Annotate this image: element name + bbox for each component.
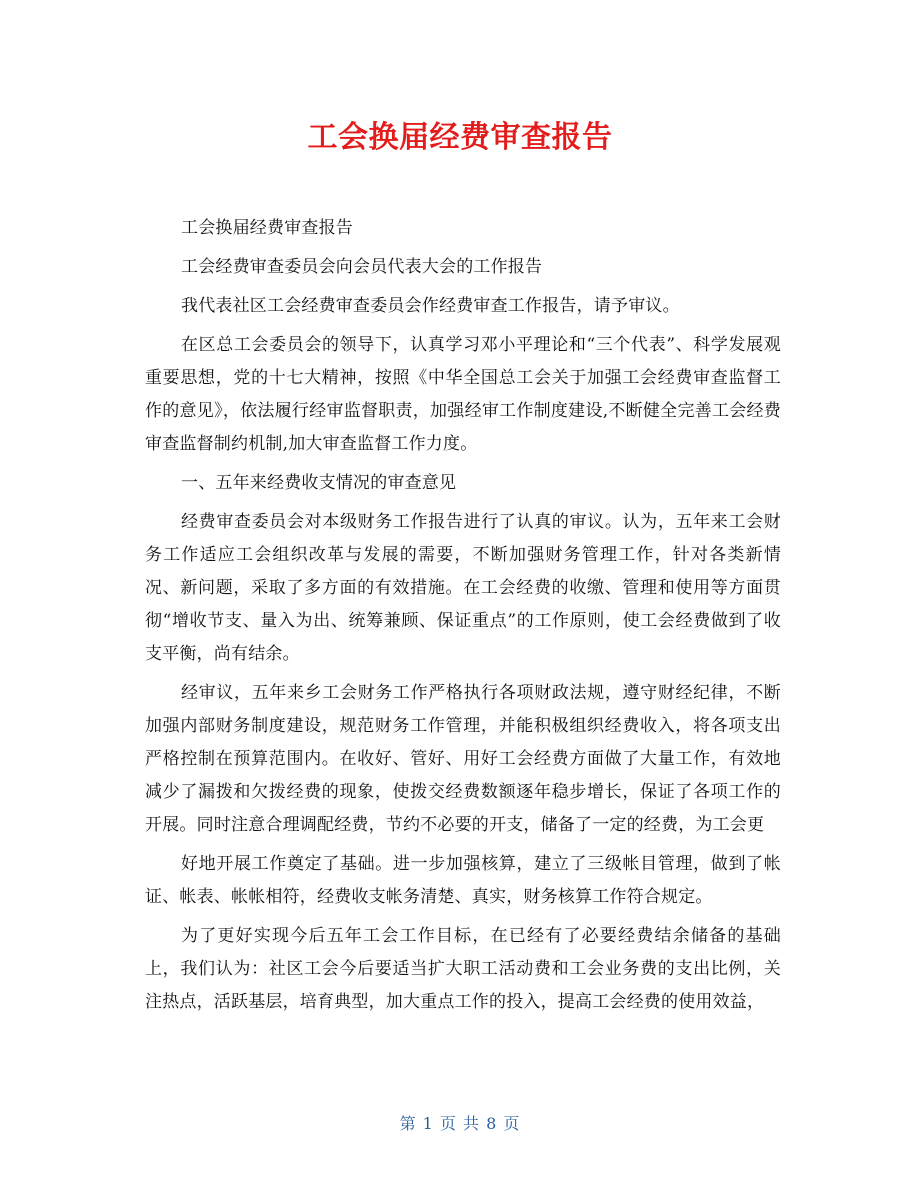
document-body <box>145 212 781 1025</box>
paragraph-review-result: 经审议，五年来乡工会财务工作严格执行各项财政法规，遵守财经纪律，不断加强内部财务制度建设，规范财务工作管理，并能积极组织经费收入，将各项支出严格控制在预算范围内。在收好、管好、用好工会经费方面做了大量工作，有效地减少了漏拨和欠拨经费的现象，使拨交经费数额逐年稳步增长，保证了各项工作的开展。同时注意合理调配经费，节约不必要的开支，储备了一定的经费，为工会更 <box>145 683 781 835</box>
paragraph-leadership: 在区总工会委员会的领导下，认真学习邓小平理论和“三个代表”、科学发展观重要思想，党的十七大精神，按照《中华全国总工会关于加强工会经费审查监督工作的意见》，依法履行经审监督职责，加强经审工作制度建设,不断健全完善工会经费审查监督制约机制,加大审查监督工作力度。 <box>145 335 781 454</box>
paragraph-report-heading: 工会经费审查委员会向会员代表大会的工作报告 <box>181 257 543 277</box>
page-number-footer: 第 1 页 共 8 页 <box>399 1114 521 1133</box>
paragraph-accounting: 好地开展工作奠定了基础。进一步加强核算，建立了三级帐目管理，做到了帐证、帐表、帐帐相符，经费收支帐务清楚、真实，财务核算工作符合规定。 <box>145 854 781 907</box>
paragraph-review-opinion: 经费审查委员会对本级财务工作报告进行了认真的审议。认为，五年来工会财务工作适应工会组织改革与发展的需要，不断加强财务管理工作，针对各类新情况、新问题，采取了多方面的有效措施。在工会经费的收缴、管理和使用等方面贯彻“增收节支、量入为出、统筹兼顾、保证重点”的工作原则，使工会经费做到了收支平衡，尚有结余。 <box>145 512 781 664</box>
document-title: 工会换届经费审查报告 <box>307 120 613 155</box>
section-heading-1: 一、五年来经费收支情况的审查意见 <box>181 473 457 493</box>
paragraph-future-goals: 为了更好实现今后五年工会工作目标，在已经有了必要经费结余储备的基础上，我们认为：社区工会今后要适当扩大职工活动费和工会业务费的支出比例，关注热点，活跃基层，培育典型，加大重点工作的投入，提高工会经费的使用效益， <box>145 926 781 1012</box>
paragraph-subtitle: 工会换届经费审查报告 <box>181 218 353 238</box>
paragraph-intro: 我代表社区工会经费审查委员会作经费审查工作报告，请予审议。 <box>181 296 680 316</box>
